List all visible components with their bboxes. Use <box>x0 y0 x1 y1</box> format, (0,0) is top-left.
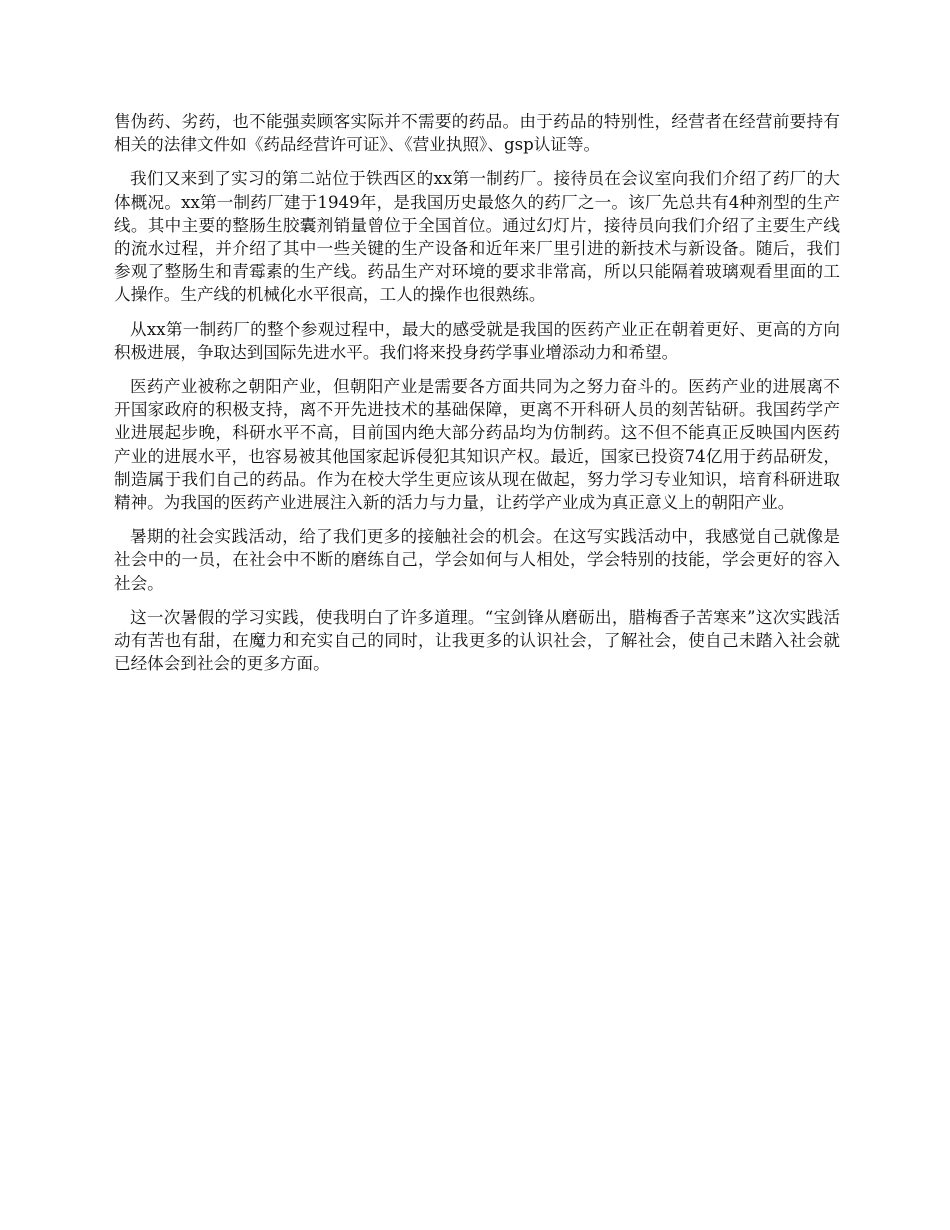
paragraph-sunrise-industry: 医药产业被称之朝阳产业，但朝阳产业是需要各方面共同为之努力奋斗的。医药产业的进展离不开国家政府的积极支持，离不开先进技术的基础保障，更离不开科研人员的刻苦钻研。我国药学产业进展起步晚，科研水平不高，目前国内绝大部分药品均为仿制药。这不但不能真正反映国内医药产业的进展水平，也容易被其他国家起诉侵犯其知识产权。最近，国家已投资74亿用于药品研发，制造属于我们自己的药品。作为在校大学生更应该从现在做起，努力学习专业知识，培育科研进取精神。为我国的医药产业进展注入新的活力与力量，让药学产业成为真正意义上的朝阳产业。 <box>114 377 840 513</box>
document-body <box>114 110 840 686</box>
paragraph-continuation: 售伪药、劣药，也不能强卖顾客实际并不需要的药品。由于药品的特别性，经营者在经营前要持有相关的法律文件如《药品经营许可证》、《营业执照》、gsp认证等。 <box>114 112 840 155</box>
paragraph-pharmaceutical-factory-visit: 我们又来到了实习的第二站位于铁西区的xx第一制药厂。接待员在会议室向我们介绍了药厂的大体概况。xx第一制药厂建于1949年，是我国历史最悠久的药厂之一。该厂先总共有4种剂型的生产线。其中主要的整肠生胶囊剂销量曾位于全国首位。通过幻灯片，接待员向我们介绍了主要生产线的流水过程，并介绍了其中一些关键的生产设备和近年来厂里引进的新技术与新设备。随后，我们参观了整肠生和青霉素的生产线。药品生产对环境的要求非常高，所以只能隔着玻璃观看里面的工人操作。生产线的机械化水平很高，工人的操作也很熟练。 <box>114 169 840 305</box>
paragraph-conclusion: 这一次暑假的学习实践，使我明白了许多道理。“宝剑锋从磨砺出，腊梅香子苦寒来”这次实践活动有苦也有甜，在魔力和充实自己的同时，让我更多的认识社会，了解社会，使自己未踏入社会就已经体会到社会的更多方面。 <box>114 607 840 674</box>
paragraph-social-practice: 暑期的社会实践活动，给了我们更多的接触社会的机会。在这写实践活动中，我感觉自己就像是社会中的一员，在社会中不断的磨练自己，学会如何与人相处，学会特别的技能，学会更好的容入社会。 <box>114 527 840 593</box>
paragraph-visit-impression: 从xx第一制药厂的整个参观过程中，最大的感受就是我国的医药产业正在朝着更好、更高的方向积极进展，争取达到国际先进水平。我们将来投身药学事业增添动力和希望。 <box>114 319 840 362</box>
